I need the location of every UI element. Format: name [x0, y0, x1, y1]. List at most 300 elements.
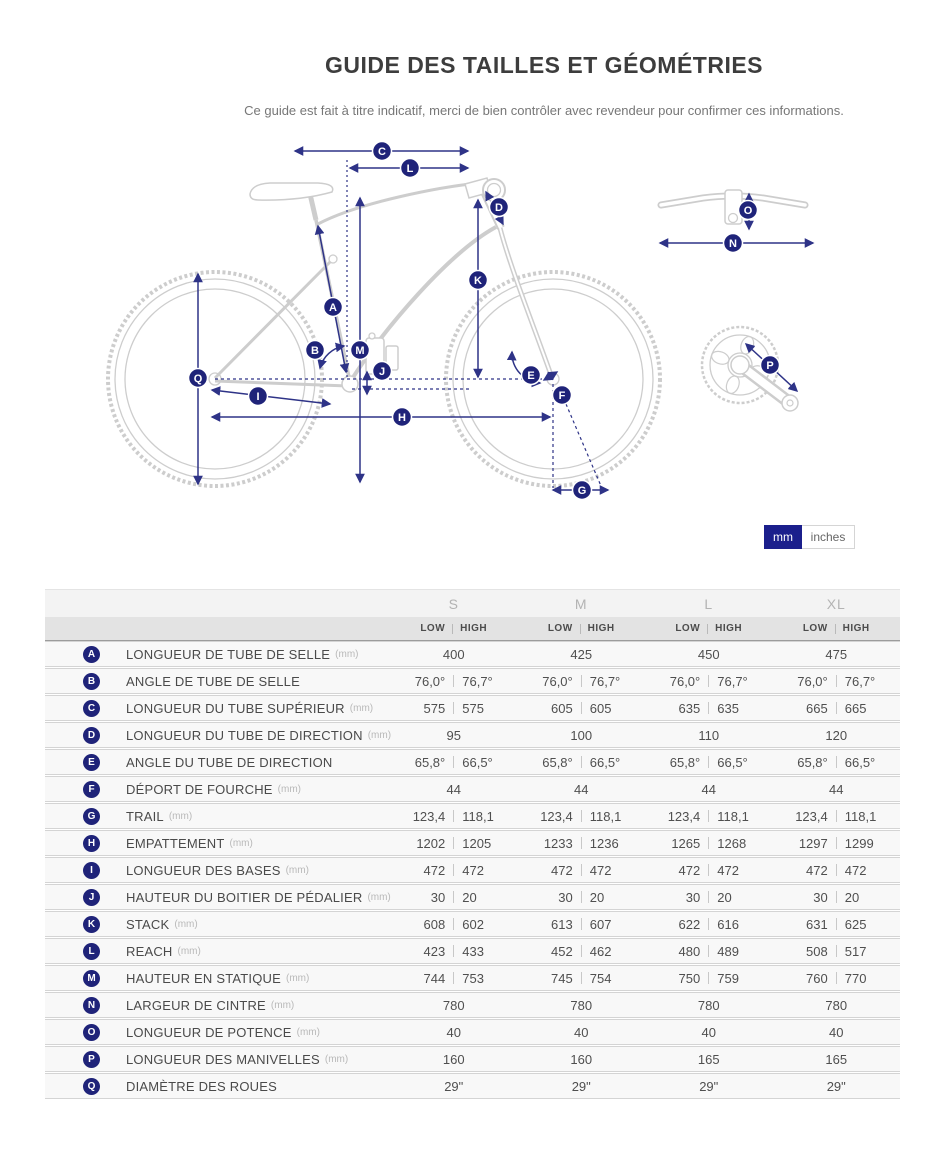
bike-frame — [108, 178, 805, 486]
value-low: 65,8° — [669, 754, 701, 770]
value-separator — [708, 918, 709, 930]
row-label: LONGUEUR DU TUBE SUPÉRIEUR — [126, 700, 345, 716]
geometry-value-cell — [518, 723, 646, 747]
row-letter-badge: G — [83, 808, 100, 825]
marker-badge-c — [373, 142, 392, 161]
value-high: 76,7° — [717, 673, 748, 689]
size-header-xl: XL — [826, 595, 846, 612]
value-separator — [836, 837, 837, 849]
table-row — [45, 1046, 900, 1072]
value-single: 450 — [697, 646, 720, 662]
value-low: 65,8° — [797, 754, 828, 770]
row-letter-badge: H — [83, 835, 100, 852]
value-separator — [453, 972, 454, 984]
value-separator — [581, 810, 582, 822]
value-high: 66,5° — [462, 754, 493, 770]
value-low: 613 — [551, 916, 573, 932]
svg-text:G: G — [577, 485, 587, 497]
geometry-value-cell — [518, 642, 646, 666]
row-label: LARGEUR DE CINTRE — [126, 997, 266, 1013]
geometry-value-cell — [390, 1074, 518, 1098]
value-low: 472 — [423, 862, 446, 878]
value-separator — [836, 810, 837, 822]
value-separator — [581, 756, 582, 768]
crankset-diagram — [702, 327, 798, 411]
lowhigh-header — [518, 623, 646, 634]
row-letter-badge: D — [83, 727, 100, 744]
marker-badge-g — [573, 481, 592, 500]
row-head — [45, 1078, 390, 1095]
value-separator — [708, 891, 709, 903]
svg-text:I: I — [256, 391, 260, 403]
size-header-m: M — [574, 595, 588, 612]
geometry-value-cell — [773, 642, 901, 666]
value-single: 44 — [701, 781, 716, 797]
table-row — [45, 749, 900, 775]
value-high: 66,5° — [717, 754, 748, 770]
svg-text:P: P — [766, 360, 774, 372]
value-high: 20 — [589, 889, 605, 905]
geometry-value-cell — [773, 750, 901, 774]
geometry-value-cell — [773, 858, 901, 882]
lowhigh-header — [390, 623, 518, 634]
table-row — [45, 722, 900, 748]
value-separator — [581, 837, 582, 849]
geometry-value-cell — [773, 831, 901, 855]
geometry-value-cell — [645, 858, 773, 882]
row-cells — [390, 642, 900, 666]
row-label: HAUTEUR EN STATIQUE — [126, 970, 281, 986]
geometry-value-cell — [390, 858, 518, 882]
row-cells — [390, 831, 900, 855]
marker-badge-l — [401, 159, 420, 178]
value-low: 745 — [551, 970, 573, 986]
size-header-l: L — [704, 595, 714, 612]
value-low: 635 — [678, 700, 701, 716]
svg-text:B: B — [311, 345, 319, 357]
row-letter-badge: L — [83, 943, 100, 960]
value-single: 29" — [699, 1078, 719, 1094]
value-low: 123,4 — [795, 808, 828, 824]
svg-text:D: D — [495, 202, 503, 214]
value-single: 780 — [570, 997, 593, 1013]
value-separator — [708, 972, 709, 984]
row-cells — [390, 993, 900, 1017]
row-cells — [390, 885, 900, 909]
value-high: 1268 — [717, 835, 747, 851]
row-head — [45, 808, 390, 825]
row-head — [45, 646, 390, 663]
value-separator — [836, 675, 837, 687]
row-letter-badge: O — [83, 1024, 100, 1041]
row-letter-badge: A — [83, 646, 100, 663]
geometry-value-cell — [518, 750, 646, 774]
geometry-value-cell — [773, 723, 901, 747]
geometry-value-cell — [645, 939, 773, 963]
value-separator — [581, 945, 582, 957]
geometry-value-cell — [773, 993, 901, 1017]
value-separator — [836, 864, 837, 876]
value-low: 76,0° — [669, 673, 701, 689]
row-label: LONGUEUR DES MANIVELLES — [126, 1051, 320, 1067]
value-separator — [708, 810, 709, 822]
value-single: 110 — [698, 727, 720, 743]
value-high: 770 — [844, 970, 867, 986]
value-low: 30 — [430, 889, 446, 905]
value-single: 780 — [697, 997, 720, 1013]
table-row — [45, 965, 900, 991]
value-low: 123,4 — [412, 808, 446, 824]
geometry-value-cell — [645, 993, 773, 1017]
value-low: 65,8° — [542, 754, 573, 770]
marker-badge-d — [490, 198, 509, 217]
value-low: 508 — [806, 943, 828, 959]
high-label: HIGH — [460, 623, 488, 634]
value-high: 118,1 — [589, 808, 622, 824]
header-separator — [580, 624, 581, 634]
geometry-value-cell — [645, 696, 773, 720]
value-single: 165 — [697, 1051, 720, 1067]
row-letter-badge: K — [83, 916, 100, 933]
row-head — [45, 754, 390, 771]
table-row — [45, 911, 900, 937]
value-separator — [836, 918, 837, 930]
high-label: HIGH — [587, 623, 615, 634]
value-low: 665 — [806, 700, 828, 716]
svg-text:O: O — [743, 205, 753, 217]
saddle — [250, 183, 333, 200]
table-row — [45, 1019, 900, 1045]
svg-text:E: E — [527, 370, 535, 382]
row-cells — [390, 912, 900, 936]
value-separator — [708, 702, 709, 714]
value-single: 29" — [444, 1078, 464, 1094]
row-head — [45, 889, 390, 906]
row-head — [45, 727, 390, 744]
bike-geometry-diagram — [0, 132, 944, 517]
value-single: 100 — [570, 727, 593, 743]
geometry-diagram-svg — [0, 132, 944, 512]
value-high: 76,7° — [462, 673, 493, 689]
geometry-value-cell — [390, 642, 518, 666]
value-low: 750 — [678, 970, 701, 986]
geometry-value-cell — [518, 1020, 646, 1044]
svg-text:K: K — [474, 275, 482, 287]
table-row — [45, 938, 900, 964]
value-high: 605 — [589, 700, 612, 716]
row-head — [45, 1051, 390, 1068]
value-separator — [708, 945, 709, 957]
table-row — [45, 641, 900, 667]
value-separator — [836, 972, 837, 984]
geometry-value-cell — [518, 1047, 646, 1071]
geometry-value-cell — [518, 669, 646, 693]
value-separator — [453, 837, 454, 849]
low-label: LOW — [802, 623, 828, 634]
svg-text:N: N — [729, 238, 737, 250]
value-high: 1299 — [844, 835, 874, 851]
high-label: HIGH — [842, 623, 870, 634]
row-head — [45, 862, 390, 879]
value-low: 65,8° — [414, 754, 446, 770]
page-subtitle: Ce guide est fait à titre indicatif, merci de bien contrôler avec revendeur pour confirmer ces informations. — [244, 103, 844, 118]
row-letter-badge: E — [83, 754, 100, 771]
value-single: 475 — [825, 646, 848, 662]
table-row — [45, 830, 900, 856]
marker-badge-p — [761, 356, 780, 375]
geometry-value-cell — [645, 831, 773, 855]
row-unit: (mm) — [177, 945, 201, 957]
row-cells — [390, 804, 900, 828]
value-separator — [453, 810, 454, 822]
value-single: 40 — [701, 1024, 716, 1040]
geometry-value-cell — [390, 777, 518, 801]
value-high: 472 — [844, 862, 867, 878]
header-separator — [835, 624, 836, 634]
row-letter-badge: N — [83, 997, 100, 1014]
row-cells — [390, 777, 900, 801]
table-row — [45, 776, 900, 802]
value-low: 30 — [813, 889, 828, 905]
value-separator — [836, 702, 837, 714]
geometry-value-cell — [645, 1020, 773, 1044]
row-head — [45, 970, 390, 987]
value-separator — [453, 756, 454, 768]
table-row — [45, 668, 900, 694]
marker-badge-f — [553, 386, 572, 405]
geometry-value-cell — [645, 777, 773, 801]
value-low: 760 — [806, 970, 828, 986]
value-high: 517 — [844, 943, 867, 959]
page-header — [72, 52, 944, 118]
row-label: EMPATTEMENT — [126, 835, 225, 851]
value-high: 20 — [844, 889, 860, 905]
value-separator — [836, 756, 837, 768]
value-low: 30 — [685, 889, 701, 905]
geometry-value-cell — [390, 885, 518, 909]
row-cells — [390, 939, 900, 963]
value-high: 20 — [462, 889, 477, 905]
row-letter-badge: I — [83, 862, 100, 879]
value-low: 472 — [678, 862, 701, 878]
svg-text:Q: Q — [193, 373, 203, 385]
marker-badge-k — [469, 271, 488, 290]
low-label: LOW — [547, 623, 573, 634]
lowhigh-header-row — [45, 617, 900, 641]
geometry-value-cell — [518, 777, 646, 801]
row-head — [45, 835, 390, 852]
table-row — [45, 695, 900, 721]
svg-text:A: A — [329, 302, 337, 314]
row-unit: (mm) — [286, 972, 310, 984]
value-low: 472 — [551, 862, 573, 878]
geometry-value-cell — [518, 831, 646, 855]
value-separator — [581, 864, 582, 876]
header-separator — [452, 624, 453, 634]
value-low: 423 — [423, 943, 446, 959]
value-low: 123,4 — [540, 808, 573, 824]
geometry-value-cell — [390, 723, 518, 747]
value-single: 44 — [829, 781, 844, 797]
size-header-row — [45, 589, 900, 617]
row-letter-badge: B — [83, 673, 100, 690]
value-separator — [453, 675, 454, 687]
row-unit: (mm) — [296, 1026, 320, 1038]
value-low: 608 — [423, 916, 446, 932]
value-high: 1205 — [462, 835, 492, 851]
row-label: LONGUEUR DU TUBE DE DIRECTION — [126, 727, 363, 743]
units-toggle-mm-button[interactable]: mm — [764, 525, 802, 549]
value-separator — [581, 972, 582, 984]
marker-badge-i — [249, 387, 268, 406]
row-head — [45, 700, 390, 717]
row-cells — [390, 966, 900, 990]
geometry-value-cell — [773, 912, 901, 936]
geometry-value-cell — [773, 696, 901, 720]
value-separator — [581, 918, 582, 930]
geometry-value-cell — [645, 669, 773, 693]
marker-badge-o — [739, 201, 758, 220]
marker-badge-h — [393, 408, 412, 427]
row-unit: (mm) — [367, 891, 391, 903]
low-label: LOW — [675, 623, 701, 634]
geometry-value-cell — [645, 966, 773, 990]
value-high: 607 — [589, 916, 612, 932]
row-label: DÉPORT DE FOURCHE — [126, 781, 273, 797]
value-single: 400 — [442, 646, 465, 662]
value-high: 472 — [462, 862, 484, 878]
value-high: 575 — [462, 700, 484, 716]
value-low: 1233 — [543, 835, 573, 851]
value-low: 605 — [551, 700, 573, 716]
value-single: 40 — [574, 1024, 589, 1040]
value-single: 40 — [829, 1024, 844, 1040]
row-cells — [390, 723, 900, 747]
handlebar-diagram — [661, 190, 805, 224]
geometry-value-cell — [390, 696, 518, 720]
value-high: 462 — [589, 943, 612, 959]
geometry-value-cell — [518, 858, 646, 882]
geometry-value-cell — [773, 669, 901, 693]
row-label: LONGUEUR DE TUBE DE SELLE — [126, 646, 331, 662]
marker-badge-j — [373, 362, 392, 381]
value-high: 76,7° — [844, 673, 876, 689]
geometry-value-cell — [645, 804, 773, 828]
value-single: 160 — [570, 1051, 593, 1067]
row-cells — [390, 1020, 900, 1044]
row-label: LONGUEUR DE POTENCE — [126, 1024, 292, 1040]
row-letter-badge: C — [83, 700, 100, 717]
value-high: 76,7° — [589, 673, 621, 689]
value-high: 472 — [717, 862, 739, 878]
row-label: STACK — [126, 916, 170, 932]
value-high: 616 — [717, 916, 739, 932]
value-high: 66,5° — [589, 754, 621, 770]
row-head — [45, 1024, 390, 1041]
geometry-value-cell — [518, 1074, 646, 1098]
value-high: 602 — [462, 916, 484, 932]
svg-text:L: L — [406, 163, 414, 175]
value-separator — [708, 675, 709, 687]
value-high: 20 — [717, 889, 732, 905]
high-label: HIGH — [715, 623, 743, 634]
value-single: 40 — [446, 1024, 461, 1040]
value-high: 665 — [844, 700, 867, 716]
row-label: DIAMÈTRE DES ROUES — [126, 1078, 277, 1094]
geometry-value-cell — [390, 1020, 518, 1044]
lowhigh-header — [645, 623, 773, 634]
row-head — [45, 916, 390, 933]
value-low: 575 — [423, 700, 446, 716]
value-single: 95 — [446, 727, 461, 743]
table-row — [45, 1073, 900, 1099]
geometry-value-cell — [518, 696, 646, 720]
geometry-value-cell — [773, 966, 901, 990]
value-low: 76,0° — [542, 673, 573, 689]
row-unit: (mm) — [285, 864, 309, 876]
table-row — [45, 803, 900, 829]
value-single: 160 — [442, 1051, 465, 1067]
value-single: 44 — [446, 781, 461, 797]
header-separator — [707, 624, 708, 634]
value-high: 472 — [589, 862, 612, 878]
measure-i-arrow — [212, 390, 330, 404]
table-row — [45, 992, 900, 1018]
marker-badge-e — [522, 366, 541, 385]
geometry-value-cell — [773, 939, 901, 963]
units-toggle-inches-button[interactable]: inches — [802, 525, 855, 549]
value-single: 780 — [442, 997, 465, 1013]
value-separator — [708, 756, 709, 768]
row-head — [45, 997, 390, 1014]
value-low: 30 — [558, 889, 573, 905]
svg-text:H: H — [398, 412, 406, 424]
row-cells — [390, 750, 900, 774]
value-separator — [836, 891, 837, 903]
row-label: REACH — [126, 943, 173, 959]
row-cells — [390, 696, 900, 720]
geometry-table — [45, 589, 900, 1099]
svg-text:J: J — [378, 366, 386, 378]
value-high: 66,5° — [844, 754, 876, 770]
row-cells — [390, 1047, 900, 1071]
table-row — [45, 884, 900, 910]
geometry-value-cell — [645, 1047, 773, 1071]
row-letter-badge: J — [83, 889, 100, 906]
row-cells — [390, 669, 900, 693]
value-low: 123,4 — [667, 808, 701, 824]
geometry-value-cell — [390, 1047, 518, 1071]
value-single: 44 — [574, 781, 589, 797]
row-unit: (mm) — [270, 999, 295, 1011]
value-high: 759 — [717, 970, 739, 986]
row-unit: (mm) — [367, 729, 392, 741]
value-separator — [453, 891, 454, 903]
geometry-value-cell — [390, 939, 518, 963]
geometry-value-cell — [390, 669, 518, 693]
table-body — [45, 641, 900, 1099]
row-head — [45, 673, 390, 690]
svg-text:C: C — [378, 146, 386, 158]
value-high: 625 — [844, 916, 867, 932]
value-high: 635 — [717, 700, 739, 716]
marker-badge-a — [324, 298, 343, 317]
svg-text:F: F — [558, 390, 566, 402]
lowhigh-header — [773, 623, 901, 634]
row-letter-badge: Q — [83, 1078, 100, 1095]
geometry-value-cell — [773, 777, 901, 801]
row-letter-badge: F — [83, 781, 100, 798]
